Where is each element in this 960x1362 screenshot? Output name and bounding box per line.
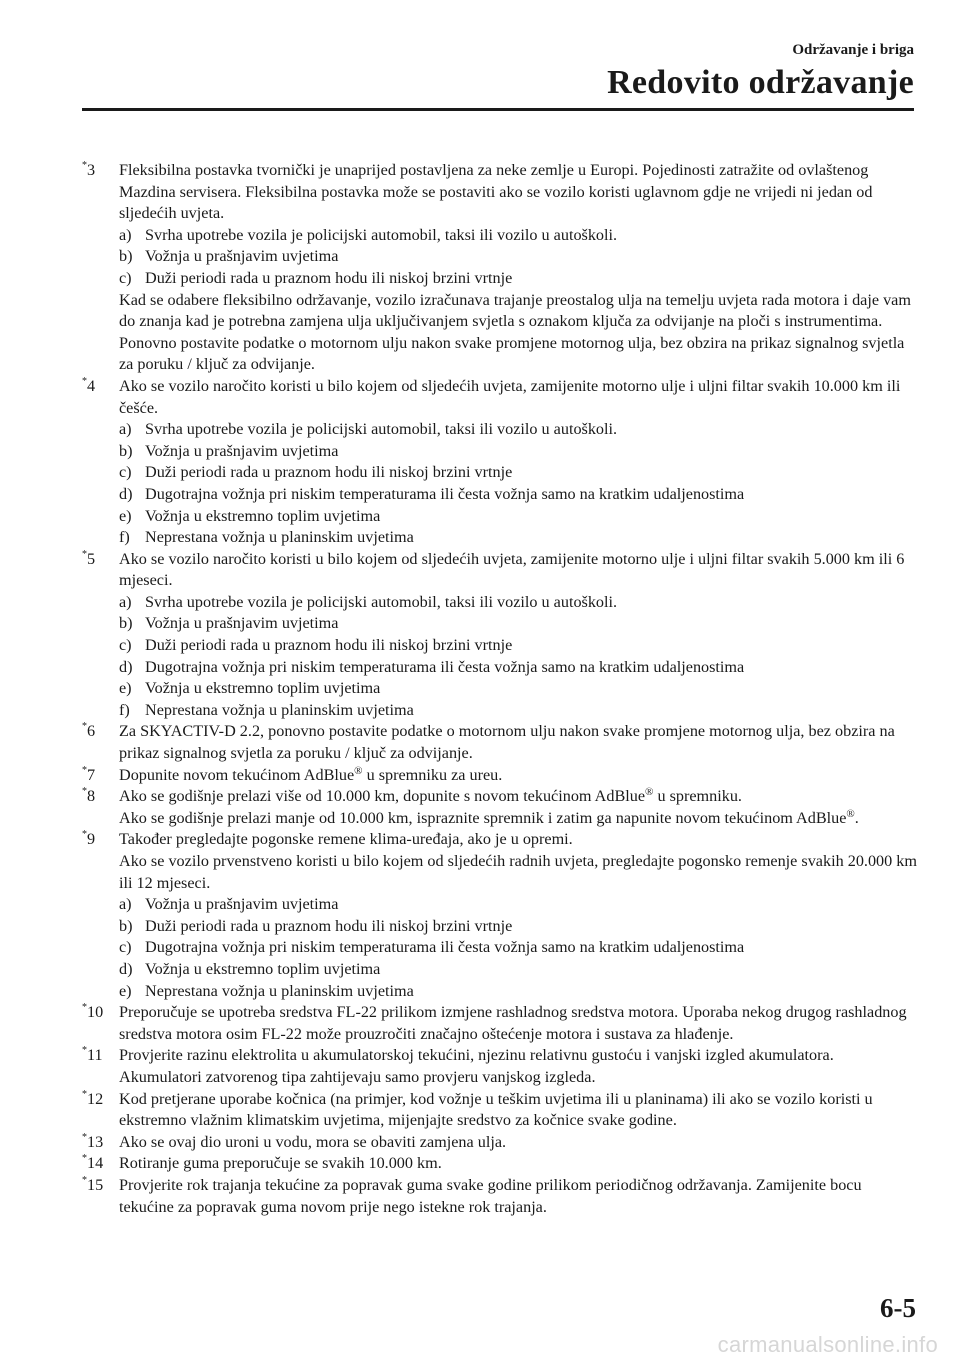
list-letter: e) (119, 506, 132, 525)
footnote (82, 829, 918, 1002)
list-item-text: Dugotrajna vožnja pri niskim temperaturama ili česta vožnja samo na kratkim udaljenostima (145, 938, 745, 957)
list-letter: b) (119, 247, 133, 266)
footnote-list-item (119, 484, 918, 506)
footnote-marker: *6 (82, 721, 96, 741)
footnote-list-item (119, 268, 918, 290)
footnote-marker: *15 (82, 1174, 104, 1194)
footnote-paragraph: Ako se vozilo naročito koristi u bilo kojem od sljedećih uvjeta, zamijenite motorno ulje i uljni filtar svakih 5.000 km ili 6 mjeseci. (119, 549, 905, 590)
list-letter: e) (119, 981, 132, 1000)
footnote-paragraph: Dopunite novom tekućinom AdBlue® u spremniku za ureu. (119, 764, 503, 784)
footnote-marker: *10 (82, 1002, 104, 1022)
list-letter: b) (119, 916, 133, 935)
footnote-paragraph: Rotiranje guma preporučuje se svakih 10.000 km. (119, 1154, 442, 1173)
list-item-text: Svrha upotrebe vozila je policijski automobil, taksi ili vozilo u autoškoli. (145, 592, 618, 611)
section-name: Održavanje i briga (792, 42, 914, 58)
footnote-paragraph: Za SKYACTIV-D 2.2, ponovno postavite podatke o motornom ulju nakon svake promjene motornog ulja, bez obzira na prikaz signalnog svjetla za poruku / ključ za odvijanje. (119, 722, 895, 763)
footnote-list-item (119, 441, 918, 463)
footnote-list-item (119, 981, 918, 1003)
list-item-text: Neprestana vožnja u planinskim uvjetima (145, 981, 414, 1000)
list-letter: c) (119, 938, 132, 957)
footnote-marker: *14 (82, 1153, 104, 1173)
footnote-paragraph: Preporučuje se upotreba sredstva FL-22 prilikom izmjene rashladnog sredstva motora. Uporaba nekog drugog rashladnog sredstva motora osim FL-22 može prouzročiti značajno oštećenje motora i sustava za hlađenje. (119, 1003, 907, 1043)
footnote-marker: *13 (82, 1131, 104, 1151)
footnote-list-item (119, 506, 918, 528)
footnote-paragraph: Ako se vozilo naročito koristi u bilo kojem od sljedećih uvjeta, zamijenite motorno ulje i uljni filtar svakih 10.000 km ili češće. (119, 376, 901, 417)
page-header (0, 0, 960, 112)
list-item-text: Duži periodi rada u praznom hodu ili niskoj brzini vrtnje (145, 916, 513, 935)
footnote-paragraph: Također pregledajte pogonske remene klima-uređaja, ako je u opremi. (119, 830, 573, 849)
footnote-paragraph: Ako se ovaj dio uroni u vodu, mora se obaviti zamjena ulja. (119, 1132, 507, 1151)
footnote-paragraph: Kod pretjerane uporabe kočnica (na primjer, kod vožnje u teškim uvjetima ili u planinama) ili ako se vozilo koristi u ekstremno vlažnim klimatskim uvjetima, mijenjajte sredstvo za kočnice svake godine. (119, 1089, 873, 1130)
list-letter: b) (119, 614, 133, 633)
footnote (82, 1045, 918, 1088)
list-letter: c) (119, 463, 132, 482)
footnote (82, 1132, 918, 1154)
footnote (82, 376, 918, 549)
footnote-paragraph: Ponovno postavite podatke o motornom ulju nakon svake promjene motornog ulja, bez obzira na prikaz signalnog svjetla za poruku / ključ za odvijanje. (119, 333, 905, 374)
footnote (82, 549, 918, 722)
page-number: 6-5 (880, 1293, 916, 1323)
list-item-text: Neprestana vožnja u planinskim uvjetima (145, 700, 414, 719)
footnote-marker: *7 (82, 764, 96, 784)
footnote-marker: *9 (82, 829, 96, 849)
footnote-list-item (119, 937, 918, 959)
list-item-text: Duži periodi rada u praznom hodu ili niskoj brzini vrtnje (145, 636, 513, 655)
footnote-list-item (119, 916, 918, 938)
footnotes-list (82, 160, 918, 1218)
footnote-list-item (119, 894, 918, 916)
footnote-paragraph: Kad se odabere fleksibilno održavanje, vozilo izračunava trajanje preostalog ulja na temelju uvjeta rada motora i daje vam do znanja kad je potrebna zamjena ulja uključivanjem svjetla s oznakom ključa za odvijanje na ploči s instrumentima. (119, 290, 911, 331)
footnote-marker: *12 (82, 1088, 104, 1108)
footnote (82, 1153, 918, 1175)
list-letter: d) (119, 657, 133, 676)
list-item-text: Dugotrajna vožnja pri niskim temperaturama ili česta vožnja samo na kratkim udaljenostima (145, 657, 745, 676)
footnote-list-item (119, 225, 918, 247)
list-letter: d) (119, 484, 133, 503)
footnote-list-item (119, 592, 918, 614)
list-letter: f) (119, 528, 130, 547)
footnote-paragraph: Provjerite rok trajanja tekućine za popravak guma svake godine prilikom periodičnog održavanja. Zamijenite bocu tekućine za popravak guma novom prije nego istekne rok trajanja. (119, 1175, 862, 1216)
footnote-paragraph: Ako se godišnje prelazi više od 10.000 km, dopunite s novom tekućinom AdBlue® u spremniku. (119, 786, 742, 806)
watermark: carmanualsonline.info (717, 1332, 938, 1357)
footnote-paragraph: Provjerite razinu elektrolita u akumulatorskoj tekućini, njezinu relativnu gustoću i vanjski izgled akumulatora. Akumulatori zatvorenog tipa zahtijevaju samo provjeru vanjskog izgleda. (119, 1046, 834, 1086)
footnote-list-item (119, 527, 918, 549)
list-item-text: Vožnja u prašnjavim uvjetima (145, 441, 339, 460)
list-letter: b) (119, 441, 133, 460)
footnote-list-item (119, 462, 918, 484)
list-letter: c) (119, 636, 132, 655)
list-letter: e) (119, 679, 132, 698)
list-letter: a) (119, 592, 132, 611)
footnote-marker: *4 (82, 375, 96, 395)
list-letter: c) (119, 268, 132, 287)
list-item-text: Neprestana vožnja u planinskim uvjetima (145, 528, 414, 547)
list-letter: a) (119, 895, 132, 914)
list-item-text: Vožnja u ekstremno toplim uvjetima (145, 506, 381, 525)
footnote-list-item (119, 613, 918, 635)
footnote-marker: *3 (82, 160, 96, 179)
footnote (82, 1175, 918, 1218)
footnote-paragraph: Fleksibilna postavka tvornički je unaprijed postavljena za neke zemlje u Europi. Pojedinosti zatražite od ovlaštenog Mazdina servisera. Fleksibilna postavka može se postaviti ako se vozilo koristi uglavnom gdje ne vrijedi ni jedan od sljedećih uvjeta. (119, 161, 873, 223)
footnote-paragraph: Ako se godišnje prelazi manje od 10.000 km, ispraznite spremnik i zatim ga napunite novom tekućinom AdBlue®. (119, 807, 859, 827)
footnote (82, 1089, 918, 1132)
list-item-text: Vožnja u ekstremno toplim uvjetima (145, 679, 381, 698)
list-item-text: Duži periodi rada u praznom hodu ili niskoj brzini vrtnje (145, 463, 513, 482)
list-letter: a) (119, 420, 132, 439)
footnote-list-item (119, 678, 918, 700)
footnote (82, 160, 918, 376)
list-item-text: Vožnja u prašnjavim uvjetima (145, 895, 339, 914)
list-item-text: Vožnja u prašnjavim uvjetima (145, 614, 339, 633)
footnote-marker: *5 (82, 548, 96, 568)
list-item-text: Svrha upotrebe vozila je policijski automobil, taksi ili vozilo u autoškoli. (145, 225, 618, 244)
page-title: Redovito održavanje (607, 64, 914, 101)
list-letter: f) (119, 700, 130, 719)
footnote (82, 765, 918, 787)
footnote-paragraph: Ako se vozilo prvenstveno koristi u bilo kojem od sljedećih radnih uvjeta, pregledajte pogonsko remenje svakih 20.000 km ili 12 mjeseci. (119, 852, 917, 892)
footnote-marker: *8 (82, 786, 96, 806)
list-letter: d) (119, 959, 133, 978)
footnote-list-item (119, 246, 918, 268)
list-item-text: Svrha upotrebe vozila je policijski automobil, taksi ili vozilo u autoškoli. (145, 420, 618, 439)
header-rule (82, 108, 914, 111)
list-item-text: Vožnja u ekstremno toplim uvjetima (145, 959, 381, 978)
footnote-list-item (119, 635, 918, 657)
footnote (82, 786, 918, 829)
footnote-list-item (119, 700, 918, 722)
footnote-list-item (119, 657, 918, 679)
footnote (82, 1002, 918, 1045)
footnote-list-item (119, 959, 918, 981)
footnote-list-item (119, 419, 918, 441)
list-item-text: Duži periodi rada u praznom hodu ili niskoj brzini vrtnje (145, 268, 513, 287)
list-item-text: Dugotrajna vožnja pri niskim temperaturama ili česta vožnja samo na kratkim udaljenostima (145, 484, 745, 503)
list-item-text: Vožnja u prašnjavim uvjetima (145, 247, 339, 266)
footnote (82, 721, 918, 764)
footnote-marker: *11 (82, 1045, 103, 1065)
list-letter: a) (119, 225, 132, 244)
